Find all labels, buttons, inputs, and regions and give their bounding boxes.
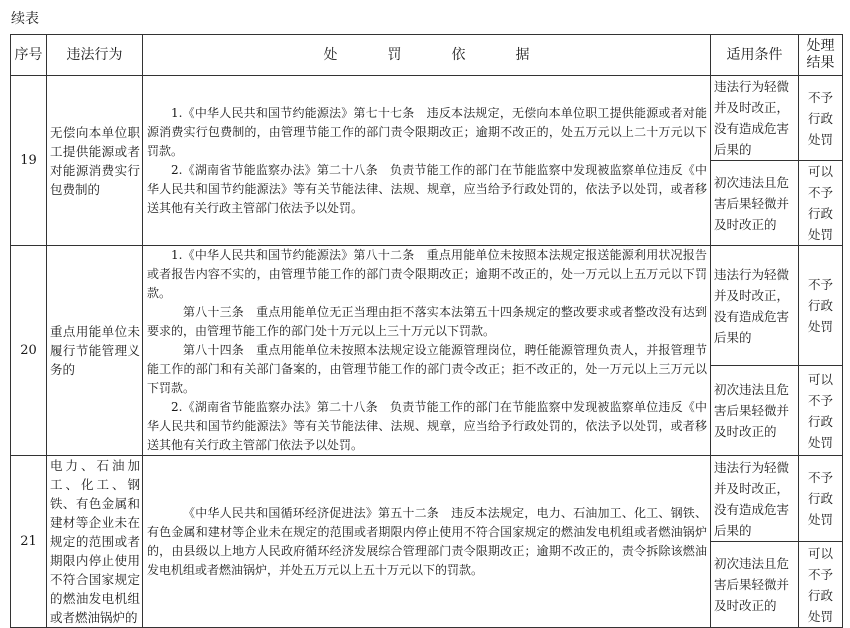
table-row	[11, 76, 843, 161]
act-cell: 无偿向本单位职工提供能源或者对能源消费实行包费制的	[47, 76, 143, 246]
table-row	[11, 456, 843, 542]
result-cell: 不予行政处罚	[799, 246, 843, 366]
basis-paragraph: 第八十四条 重点用能单位未按照本法规定设立能源管理岗位，聘任能源管理负责人，并报管理节能工作的部门和有关部门备案的，由管理节能工作的部门责令改正；拒不改正的，处一万元以上三万元以下罚款。	[147, 343, 707, 395]
basis-cell	[143, 456, 711, 628]
basis-paragraph: 2.《湖南省节能监察办法》第二十八条 负责节能工作的部门在节能监察中发现被监察单位违反《中华人民共和国节约能源法》等有关节能法律、法规、规章，应当给予行政处罚的，依法予以处罚，或者移送其他有关行政主管部门依法予以处罚。	[147, 400, 707, 452]
header-result: 处理结果	[799, 35, 843, 76]
seq-cell: 19	[11, 76, 47, 246]
result-cell: 可以不予行政处罚	[799, 542, 843, 628]
cond-cell: 初次违法且危害后果轻微并及时改正的	[711, 366, 799, 456]
table-caption: 续表	[11, 11, 39, 27]
cond-cell: 初次违法且危害后果轻微并及时改正的	[711, 161, 799, 246]
cond-cell: 初次违法且危害后果轻微并及时改正的	[711, 542, 799, 628]
basis-paragraph: 第八十三条 重点用能单位无正当理由拒不落实本法第五十四条规定的整改要求或者整改没有达到要求的，由管理节能工作的部门处十万元以上三十万元以下罚款。	[147, 305, 707, 338]
header-row	[11, 35, 843, 76]
header-cond: 适用条件	[711, 35, 799, 76]
header-seq: 序号	[11, 35, 47, 76]
cond-cell: 违法行为轻微并及时改正，没有造成危害后果的	[711, 246, 799, 366]
header-basis: 处 罚 依 据	[143, 35, 711, 76]
result-cell: 可以不予行政处罚	[799, 161, 843, 246]
basis-cell	[143, 246, 711, 456]
result-cell: 不予行政处罚	[799, 456, 843, 542]
act-cell: 重点用能单位未履行节能管理义务的	[47, 246, 143, 456]
seq-cell: 21	[11, 456, 47, 628]
cond-cell: 违法行为轻微并及时改正，没有造成危害后果的	[711, 456, 799, 542]
result-cell: 可以不予行政处罚	[799, 366, 843, 456]
result-cell: 不予行政处罚	[799, 76, 843, 161]
header-act: 违法行为	[47, 35, 143, 76]
basis-paragraph: 《中华人民共和国循环经济促进法》第五十二条 违反本法规定，电力、石油加工、化工、钢铁、有色金属和建材等企业未在规定的范围或者期限内停止使用不符合国家规定的燃油发电机组或者燃油锅炉的，由县级以上地方人民政府循环经济发展综合管理部门责令限期改正；逾期不改正的，责令拆除该燃油发电机组或者燃油锅炉，并处五万元以上五十万元以下的罚款。	[147, 505, 707, 577]
penalty-table	[10, 34, 843, 628]
basis-cell	[143, 76, 711, 246]
cond-cell: 违法行为轻微并及时改正，没有造成危害后果的	[711, 76, 799, 161]
basis-paragraph: 2.《湖南省节能监察办法》第二十八条 负责节能工作的部门在节能监察中发现被监察单位违反《中华人民共和国节约能源法》等有关节能法律、法规、规章，应当给予行政处罚的，依法予以处罚，或者移送其他有关行政主管部门依法予以处罚。	[147, 162, 707, 215]
act-cell: 电力、石油加工、化工、钢铁、有色金属和建材等企业未在规定的范围或者期限内停止使用不符合国家规定的燃油发电机组或者燃油锅炉的	[47, 456, 143, 628]
basis-paragraph: 1.《中华人民共和国节约能源法》第七十七条 违反本法规定，无偿向本单位职工提供能源或者对能源消费实行包费制的，由管理节能工作的部门责令限期改正；逾期不改正的，处五万元以上二十万元以下罚款。	[147, 105, 707, 158]
basis-paragraph: 1.《中华人民共和国节约能源法》第八十二条 重点用能单位未按照本法规定报送能源利用状况报告或者报告内容不实的，由管理节能工作的部门责令限期改正；逾期不改正的，处一万元以上五万元以下罚款。	[147, 248, 707, 300]
seq-cell: 20	[11, 246, 47, 456]
table-row	[11, 246, 843, 366]
